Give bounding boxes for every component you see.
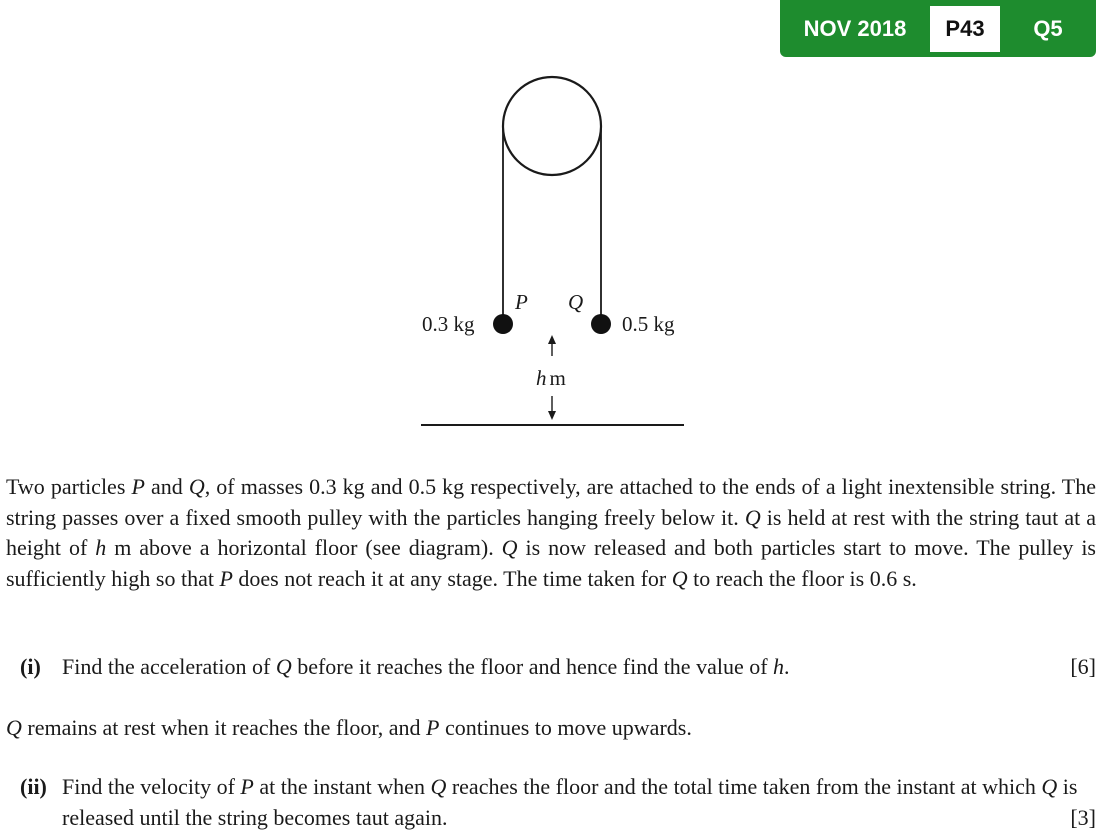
part-i-text: Find the acceleration of Q before it reaches the floor and hence find the value of h. [6] bbox=[62, 652, 1096, 683]
question-number: Q5 bbox=[1033, 15, 1063, 41]
part-ii bbox=[6, 772, 1096, 833]
label-particle-p: P bbox=[515, 290, 528, 314]
particle-p bbox=[493, 314, 513, 334]
label-right-mass: 0.5 kg bbox=[622, 312, 675, 336]
height-arrowhead-up bbox=[548, 335, 556, 344]
part-ii-marks: [3] bbox=[1070, 804, 1096, 830]
part-i bbox=[6, 652, 1096, 683]
part-ii-text: Find the velocity of P at the instant when Q reaches the floor and the total time taken from the instant at which Q is released until the string becomes taut again. [3] bbox=[62, 772, 1096, 833]
part-i-label: (i) bbox=[20, 654, 41, 679]
label-particle-q: Q bbox=[568, 290, 584, 314]
part-ii-label: (ii) bbox=[20, 774, 47, 799]
question-note: Q remains at rest when it reaches the floor, and P continues to move upwards. bbox=[6, 715, 692, 740]
paper-number: P43 bbox=[930, 6, 1000, 52]
label-height: h m bbox=[536, 366, 566, 390]
exam-session: NOV 2018 bbox=[803, 15, 907, 41]
question-stem: Two particles P and Q, of masses 0.3 kg and 0.5 kg respectively, are attached to the ends of a light inextensible string. The string passes over a fixed smooth pulley with the particles hanging freely below it. Q is held at rest with the string taut at a height of h m above a horizontal floor (see diagram). Q is now released and both particles start to move. The pulley is sufficiently high so that P does not reach it at any stage. The time taken for Q to reach the floor is 0.6 s. bbox=[6, 474, 1097, 591]
particle-q bbox=[591, 314, 611, 334]
part-i-marks: [6] bbox=[1070, 654, 1096, 679]
height-arrowhead-down bbox=[548, 411, 556, 420]
pulley-wheel bbox=[503, 77, 601, 175]
label-left-mass: 0.3 kg bbox=[422, 312, 475, 336]
